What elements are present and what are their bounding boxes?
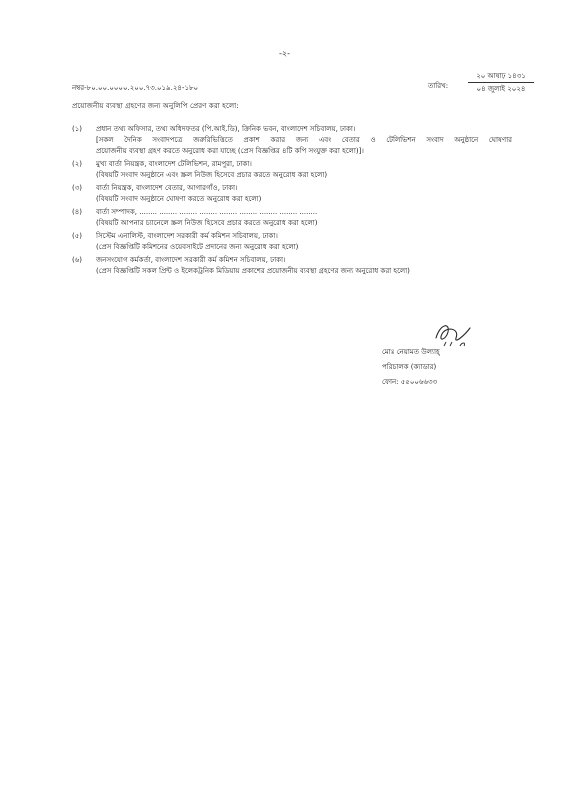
signatory-phone: ফোন: ৫৫০০৬৬৩৩ [382, 378, 438, 386]
item-line: জনসংযোগ কর্মকর্তা, বাংলাদেশ সরকারী কর্ম কমিশন সচিবালয়, ঢাকা। [96, 256, 286, 264]
item-line: (প্রেস বিজ্ঞপ্তিটি সকল প্রিন্ট ও ইলেকট্রনিক মিডিয়ায় প্রকাশের প্রয়োজনীয় ব্যবস্থা গ্রহণের জন্য অনুরোধ করা হলো) [96, 267, 410, 275]
list-item [72, 255, 512, 277]
item-number: (৫) [72, 232, 83, 240]
signatory-name: মোঃ নেয়ামত উল্যাহ্ [382, 348, 440, 356]
list-item [72, 124, 512, 157]
date-label: তারিখ: [428, 82, 449, 90]
signatory-designation: পরিচালক (ক্যাডার) [382, 363, 437, 371]
list-item [72, 183, 512, 205]
item-line: প্রয়োজনীয় ব্যবস্থা গ্রহণ করতে অনুরোধ করা যাচ্ছে (প্রেস বিজ্ঞপ্তির ৪টি কপি সংযুক্ত করা হলো)]। [96, 147, 364, 155]
item-number: (২) [72, 160, 83, 168]
item-line: মুখ্য বার্তা নিয়ন্ত্রক, বাংলাদেশ টেলিভিশন, রামপুরা, ঢাকা। [96, 160, 252, 168]
item-line: বার্তা নিয়ন্ত্রক, বাংলাদেশ বেতার, আগারগাঁও, ঢাকা। [96, 184, 238, 192]
item-line: [সকল দৈনিক সংবাদপত্রে জরুরিভিত্তিতে প্রকাশ করার জন্য এবং বেতার ও টেলিভিশন সংবাদ অনুষ্ঠানে ঘোষণার [96, 136, 512, 144]
signature-block [382, 345, 440, 390]
item-line: প্রধান তথ্য অফিসার, তথ্য অধিদফতর (পি.আই.ডি), ক্রিনিক ভবন, বাংলাদেশ সচিবালয়, ঢাকা। [96, 125, 356, 133]
distribution-list [72, 124, 512, 277]
item-line: (প্রেস বিজ্ঞপ্তিটি কমিশনের ওয়েবসাইটে প্রদানের জন্য অনুরোধ করা হলো) [96, 243, 299, 251]
list-item [72, 207, 512, 229]
item-number: (৬) [72, 256, 83, 264]
date-block [466, 70, 536, 95]
list-item [72, 231, 512, 253]
date-gregorian: ০৪ জুলাই ২০২৪ [476, 85, 526, 93]
item-line: সিস্টেম এনালিস্ট, বাংলাদেশ সরকারী কর্ম কমিশন সচিবালয়, ঢাকা। [96, 232, 278, 240]
item-number: (১) [72, 125, 83, 133]
page-number: -২- [279, 49, 290, 58]
item-number: (৪) [72, 208, 83, 216]
item-line: (বিষয়টি আপনার চ্যানেলে স্ক্রল নিউজ হিসেবে প্রচার করতে অনুরোধ করা হলো) [96, 219, 318, 227]
item-line: (বিষয়টি সংবাদ অনুষ্ঠানে এবং স্ক্রল নিউজ হিসেবে প্রচার করতে অনুরোধ করা হলো) [96, 171, 328, 179]
item-number: (৩) [72, 184, 83, 192]
date-bangla: ২০ আষাঢ় ১৪৩১ [476, 72, 526, 80]
memo-number: নম্বর-৮০.০০.০০০০.২০০.৭৩.০১৯.২৪-১৮০ [72, 84, 199, 92]
list-item [72, 159, 512, 181]
item-line: বার্তা সম্পাদক, ........ ........ ........ ........ ........ ........ ........ ........ ........ [96, 208, 318, 216]
intro-text: প্রয়োজনীয় ব্যবস্থা গ্রহণের জন্য অনুলিপি প্রেরণ করা হলো: [72, 101, 239, 110]
item-line: (বিষয়টি সংবাদ অনুষ্ঠানে ঘোষণা করতে অনুরোধ করা হলো) [96, 195, 262, 203]
